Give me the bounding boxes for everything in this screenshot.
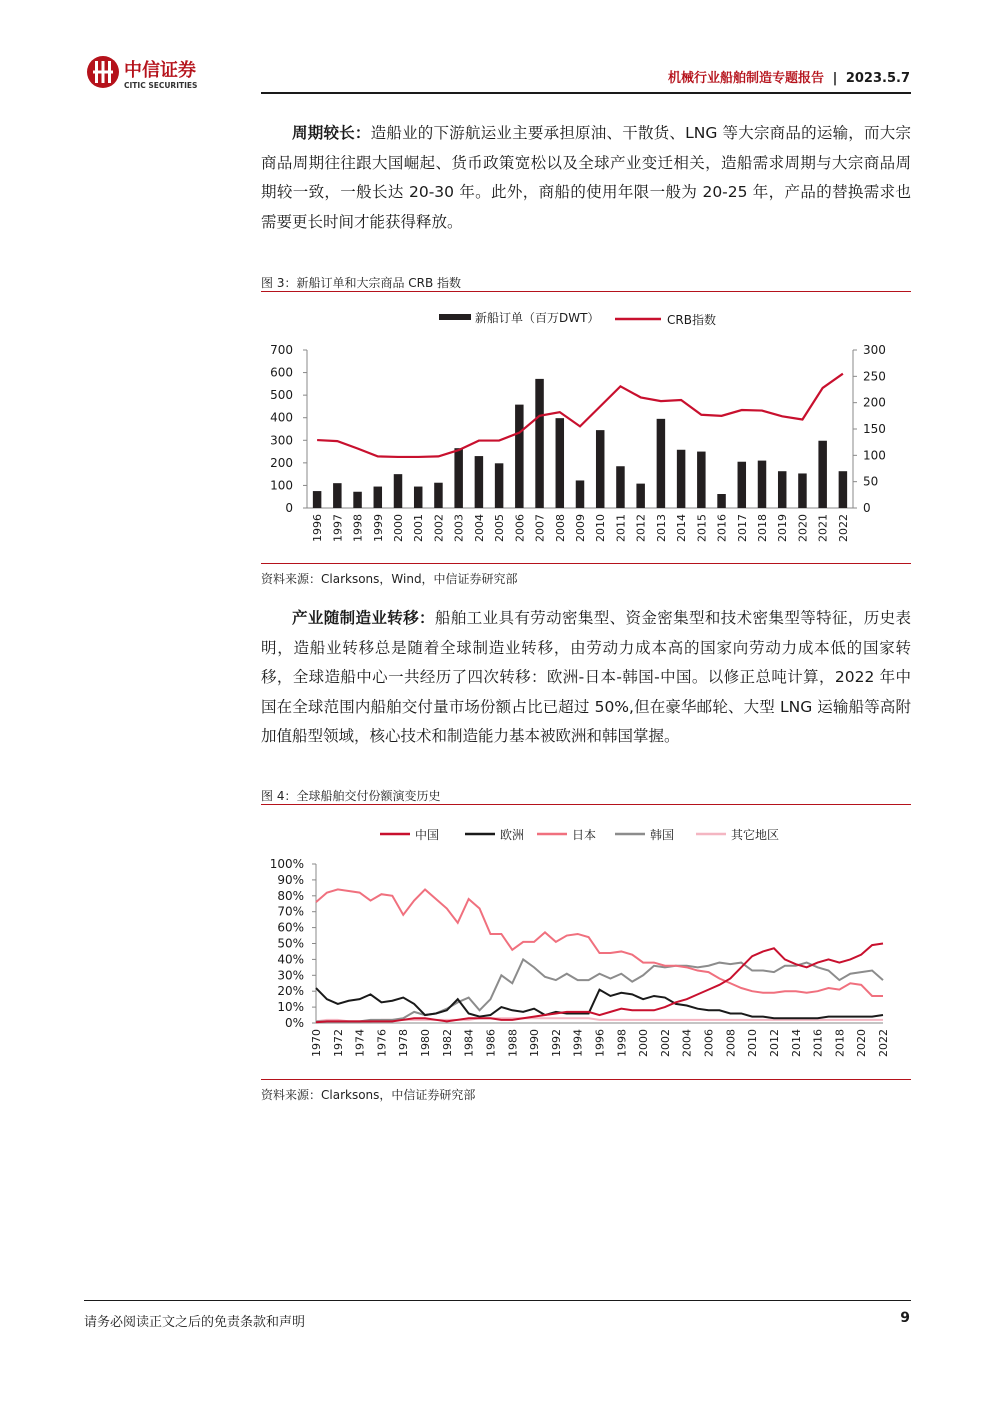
y-tick-label: 80% [277,888,304,903]
report-title-text: 机械行业船舶制造专题报告 [668,71,825,86]
x-tick-label: 2020 [855,1029,869,1057]
paragraph-text: 船舶工业具有劳动密集型、资金密集型和技术密集型等特征，历史表明，造船业转移总是随着全球制造业转移，由劳动力成本高的国家向劳动力成本低的国家转移，全球造船中心一共经历了四次转移：欧洲-日本-韩国-中国。以修正总吨计算，2022 年中国在全球范围内船舶交付量市场份额占比已超过 50%,但在豪华邮轮、大型 LNG 运输船等高附加值船型领域，核心技术和制造能力基本被欧洲和韩国掌握。 [261,609,911,745]
x-tick-label: 1980 [419,1029,433,1057]
bar-orders [313,491,321,508]
bar-orders [697,452,705,508]
x-tick-label: 1998 [615,1029,629,1057]
y-right-tick-label: 0 [863,501,871,515]
legend-label: 日本 [572,828,597,842]
x-tick-label: 2012 [767,1029,781,1057]
y-tick-label: 0% [284,1016,304,1030]
figure-3-title: 图 3：新船订单和大宗商品 CRB 指数 [261,276,462,290]
legend-label: 中国 [415,828,440,842]
x-tick-label: 2009 [574,514,587,542]
figure-3-bottom-rule [261,563,911,564]
x-tick-label: 2007 [533,514,547,542]
paragraph-lead: 产业随制造业转移： [292,609,435,627]
y-tick-label: 20% [277,984,304,999]
figure-4-title: 图 4：全球船舶交付份额演变历史 [261,789,441,803]
header-separator: | [832,71,838,86]
line-crb [317,374,843,457]
logo-cn-text: 中信证券 [124,60,196,81]
bar-orders [414,487,422,508]
x-tick-label: 1986 [484,1029,498,1057]
x-tick-label: 2021 [816,514,830,542]
x-tick-label: 1976 [375,1029,389,1057]
chart1-legend [439,311,716,327]
citic-logo [84,52,224,92]
x-tick-label: 2011 [614,514,628,542]
bar-orders [454,448,462,508]
bar-orders [576,480,584,508]
bar-orders [616,466,624,508]
y-left-tick-label: 500 [270,388,293,403]
y-tick-label: 60% [277,920,304,935]
bar-orders [374,487,382,508]
bar-orders [333,483,341,508]
x-tick-label: 1982 [440,1029,454,1057]
paragraph-text: 造船业的下游航运业主要承担原油、干散货、LNG 等大宗商品的运输，而大宗商品周期往往跟大国崛起、货币政策宽松以及全球产业变迁相关，造船需求周期与大宗商品周期较一致，一般长达 20-30 年。此外，商船的使用年限一般为 20-25 年，产品的替换需求也需要更长时间才能获得释放。 [261,124,911,231]
x-tick-label: 1978 [397,1029,411,1057]
x-tick-label: 2013 [654,514,668,542]
footer-rule [84,1300,911,1301]
x-tick-label: 2014 [789,1029,803,1057]
bar-orders [677,450,685,508]
bar-orders [556,418,564,508]
figure-4-top-rule [261,804,911,805]
x-tick-label: 2003 [452,514,466,542]
bar-orders [798,473,806,508]
figure-4-bottom-rule [261,1079,911,1080]
x-tick-label: 2022 [877,1029,890,1057]
y-left-tick-label: 100 [270,478,293,493]
legend-label: 韩国 [650,828,675,842]
x-tick-label: 2000 [637,1029,651,1057]
x-tick-label: 2020 [796,514,810,542]
x-tick-label: 2012 [634,514,648,542]
x-tick-label: 2001 [412,514,426,542]
bar-orders [495,463,503,508]
series-line [316,988,883,1018]
bar-orders [475,456,483,508]
x-tick-label: 2002 [432,514,446,542]
figure-4-source: 资料来源：Clarksons，中信证券研究部 [261,1088,476,1102]
legend-label-crb: CRB指数 [667,313,716,327]
figure-3-top-rule [261,291,911,292]
paragraph-transfer [261,604,911,752]
y-right-tick-label: 200 [863,395,886,410]
y-tick-label: 10% [277,1000,304,1015]
x-tick-label: 2004 [472,514,486,542]
bar-orders [758,461,766,508]
x-tick-label: 1972 [331,1029,345,1057]
y-tick-label: 90% [277,872,304,887]
figure-3-source: 资料来源：Clarksons，Wind，中信证券研究部 [261,572,518,586]
bar-orders [738,462,746,508]
bar-orders [434,483,442,508]
y-right-tick-label: 50 [863,474,879,489]
page-number: 9 [900,1310,910,1326]
x-tick-label: 2008 [553,514,567,542]
legend-label: 欧洲 [500,828,525,842]
x-tick-label: 1984 [462,1029,476,1057]
x-tick-label: 1997 [331,514,345,542]
y-left-tick-label: 300 [270,433,293,448]
x-tick-label: 2010 [594,514,608,542]
y-right-tick-label: 250 [863,369,886,384]
bar-orders [353,492,361,508]
x-tick-label: 2006 [702,1029,716,1057]
x-tick-label: 2015 [695,514,709,542]
y-tick-label: 50% [277,936,304,951]
bar-orders [818,441,826,508]
bar-orders [535,379,543,508]
bar-orders [596,430,604,508]
x-tick-label: 2005 [493,514,507,542]
logo-en-text: CITIC SECURITIES [124,81,198,90]
y-tick-label: 40% [277,952,304,967]
y-left-tick-label: 200 [270,455,293,470]
legend-label-orders: 新船订单（百万DWT） [475,311,600,325]
x-tick-label: 2006 [513,514,527,542]
y-left-tick-label: 600 [270,365,293,380]
paragraph-cycle [261,119,911,237]
series-line [316,944,883,1023]
x-tick-label: 2004 [680,1029,694,1057]
paragraph-lead: 周期较长： [292,124,371,142]
bar-orders [839,471,847,508]
y-right-tick-label: 150 [863,422,886,436]
x-tick-label: 1970 [310,1029,323,1057]
y-left-tick-label: 0 [285,501,293,515]
y-right-tick-label: 100 [863,448,886,463]
bar-orders [636,484,644,508]
x-tick-label: 1974 [353,1029,367,1057]
delivery-share-chart [261,812,911,1077]
x-tick-label: 1996 [593,1029,607,1057]
x-tick-label: 2022 [836,514,850,542]
x-tick-label: 1999 [371,514,385,542]
x-tick-label: 2002 [658,1029,672,1057]
x-tick-label: 2008 [724,1029,738,1057]
x-tick-label: 1996 [311,514,325,542]
bar-orders [778,471,786,508]
bar-orders [657,419,665,508]
orders-crb-chart [261,300,911,562]
bar-orders [717,494,725,508]
x-tick-label: 2016 [715,514,729,542]
y-right-tick-label: 300 [863,343,886,357]
report-date: 2023.5.7 [845,71,910,86]
disclaimer-note: 请务必阅读正文之后的免责条款和声明 [84,1315,306,1330]
citic-emblem-icon [87,56,119,88]
y-left-tick-label: 400 [270,410,293,425]
x-tick-label: 1988 [506,1029,520,1057]
legend-swatch-orders [439,314,471,320]
x-tick-label: 1994 [571,1029,585,1057]
header-rule [261,92,911,94]
y-tick-label: 100% [269,857,304,871]
x-tick-label: 2017 [735,514,749,542]
x-tick-label: 2019 [776,514,790,542]
x-tick-label: 2000 [392,514,405,542]
x-tick-label: 2018 [756,514,769,542]
bar-orders [515,405,523,508]
x-tick-label: 1990 [528,1029,542,1057]
series-line [316,889,883,996]
legend-label: 其它地区 [731,828,780,842]
y-tick-label: 70% [277,904,304,919]
x-tick-label: 2014 [675,514,689,542]
x-tick-label: 2016 [811,1029,825,1057]
x-tick-label: 2018 [833,1029,847,1057]
x-tick-label: 1998 [351,514,365,542]
x-tick-label: 2010 [746,1029,760,1057]
report-title [668,67,910,86]
y-tick-label: 30% [277,968,304,983]
x-tick-label: 1992 [549,1029,563,1057]
y-left-tick-label: 700 [270,343,293,357]
chart2-legend [380,827,779,842]
bar-orders [394,474,402,508]
